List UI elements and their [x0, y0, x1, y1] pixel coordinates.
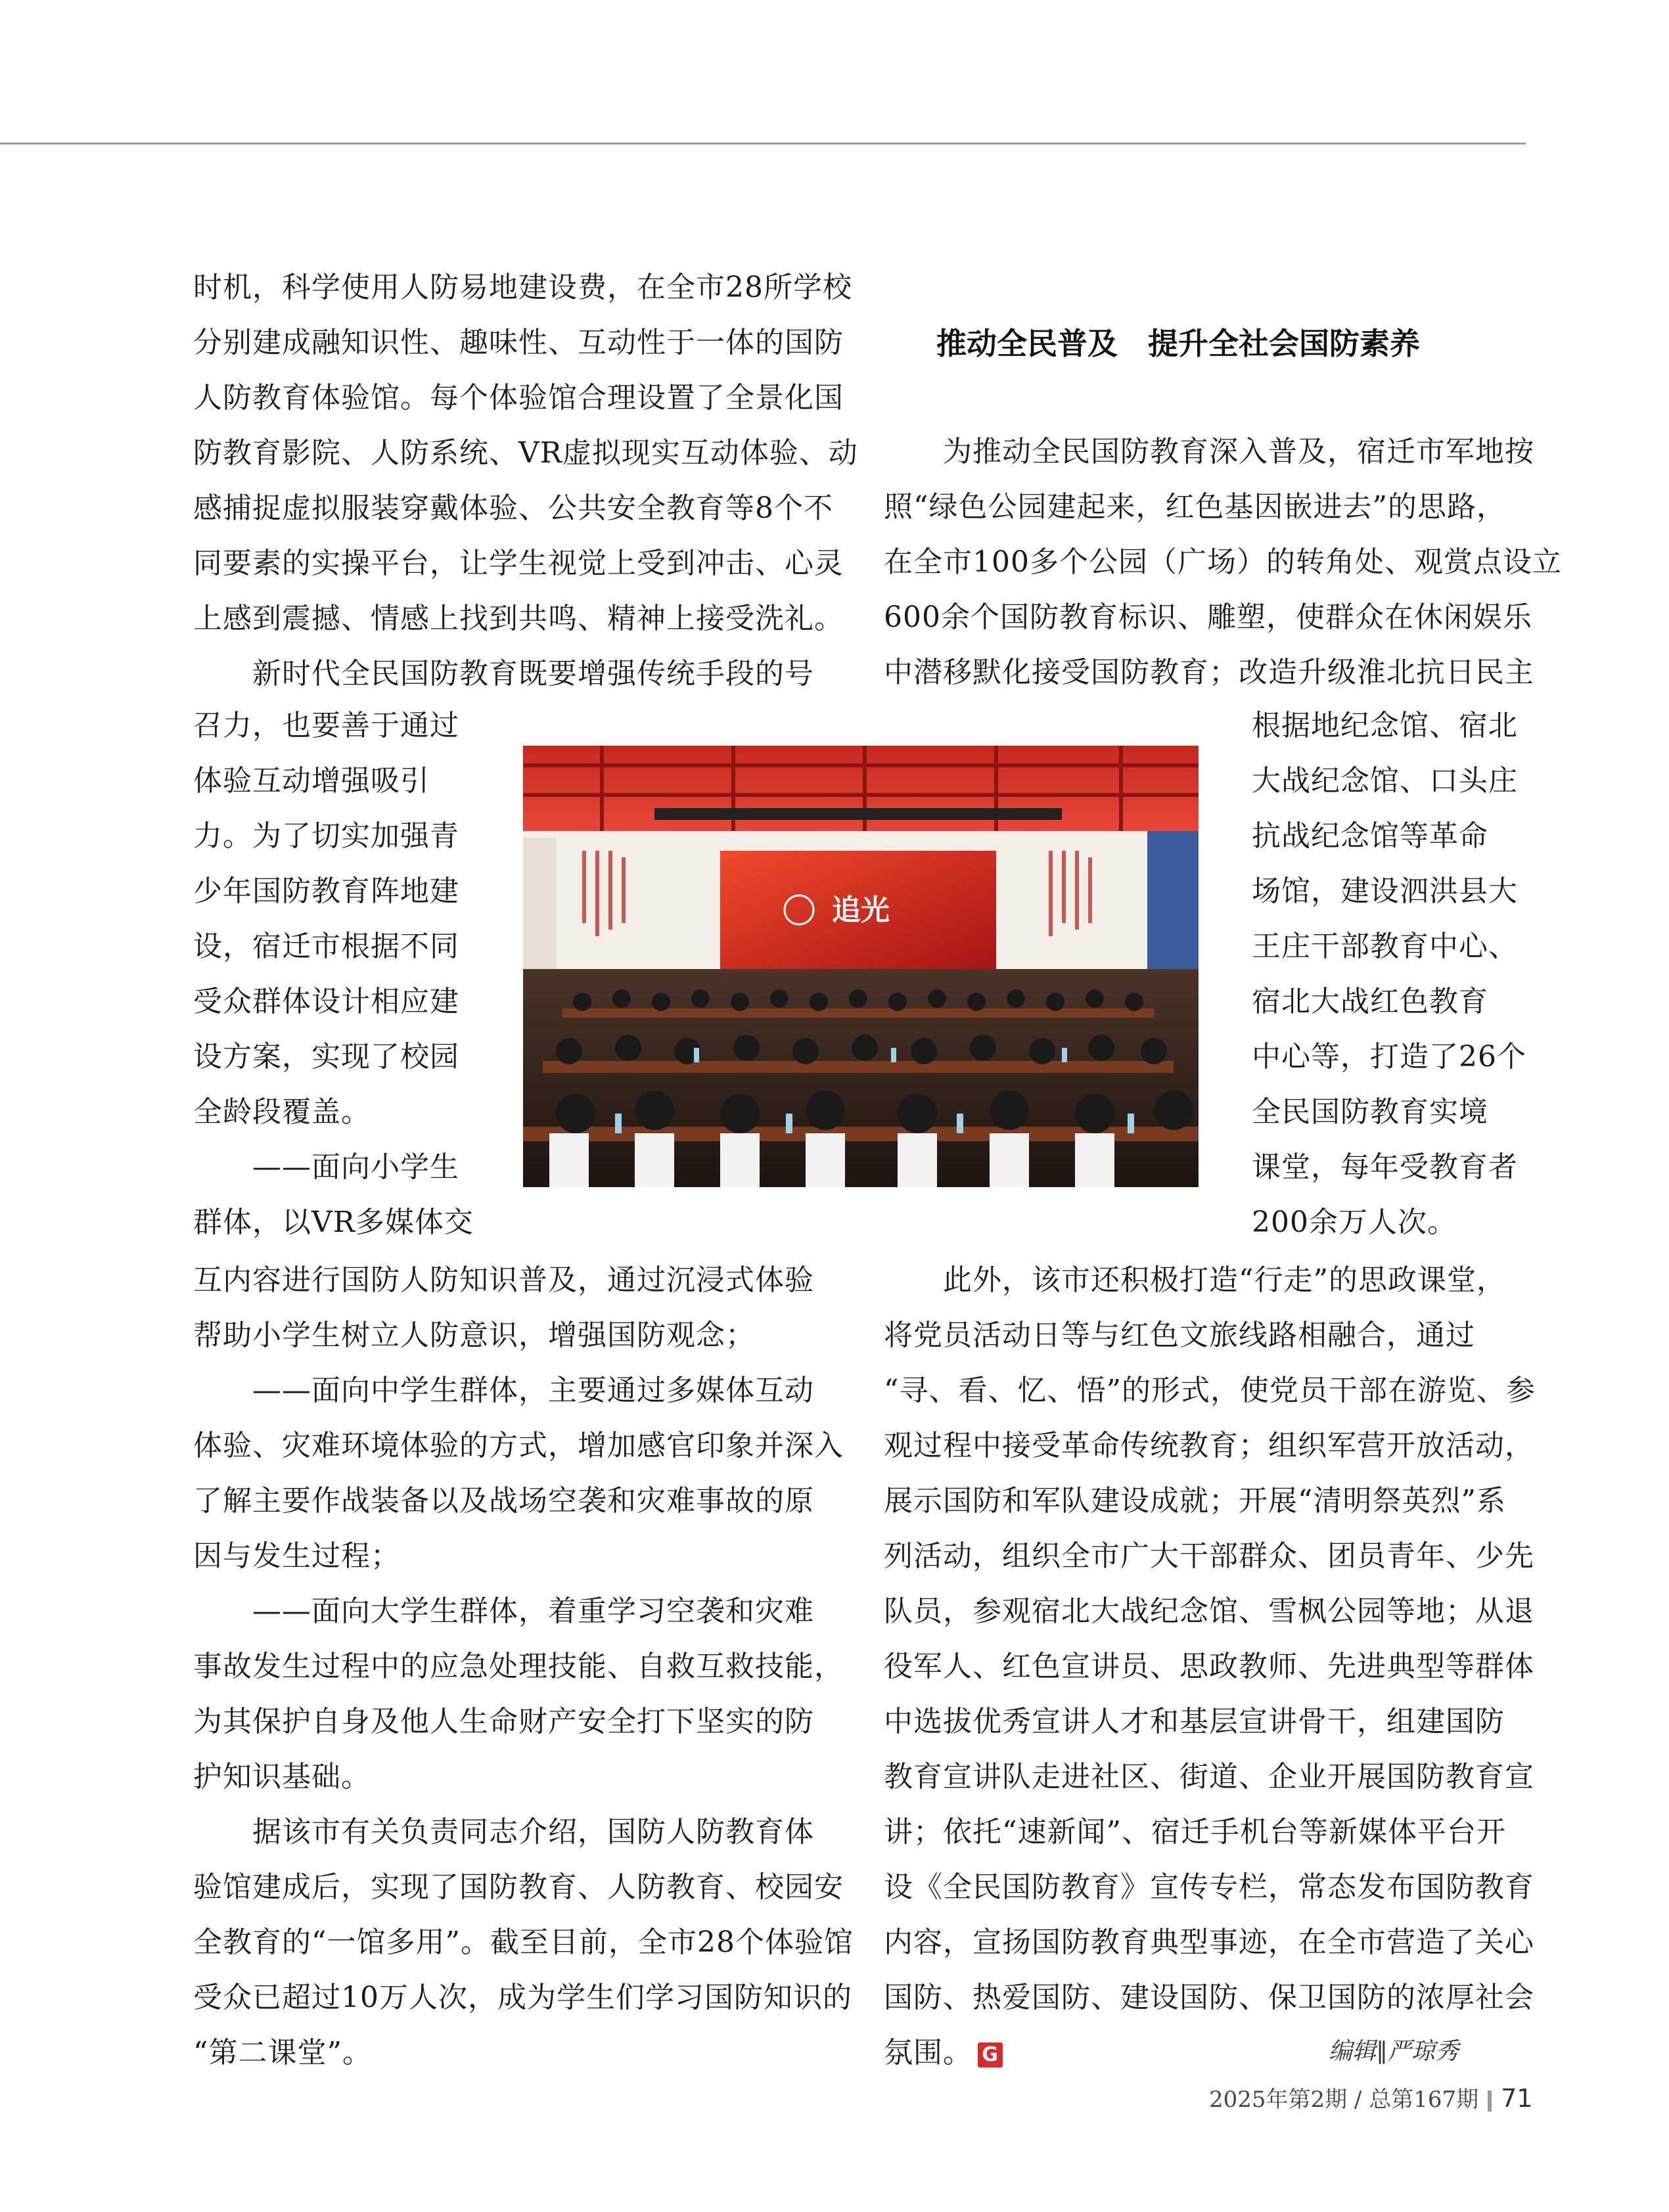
text-line: 役军人、红色宣讲员、思政教师、先进典型等群体 [884, 1650, 1534, 1683]
text-line: 受众群体设计相应建 [193, 985, 459, 1018]
end-mark-icon: G [978, 2043, 1003, 2067]
text-line: 中选拔优秀宣讲人才和基层宣讲骨干，组建国防 [884, 1705, 1505, 1738]
text-line: 召力，也要善于通过 [193, 709, 459, 742]
text-line: 在全市100多个公园（广场）的转角处、观赏点设立 [884, 545, 1562, 579]
text-line: “寻、看、忆、悟”的形式，使党员干部在游览、参 [884, 1374, 1536, 1407]
text-line: 验馆建成后，实现了国防教育、人防教育、校园安 [193, 1870, 844, 1904]
text-line: 中潜移默化接受国防教育；改造升级淮北抗日民主 [884, 656, 1534, 689]
text-line: “第二课堂”。 [193, 2036, 372, 2069]
text-line: 为推动全民国防教育深入普及，宿迁市军地按 [884, 435, 1534, 468]
text-line: 200余万人次。 [1252, 1206, 1457, 1239]
text-line: 宿北大战红色教育 [1252, 985, 1488, 1018]
text-line: 设方案，实现了校园 [193, 1040, 459, 1073]
text-line: 体验、灾难环境体验的方式，增加感官印象并深入 [193, 1429, 844, 1462]
issue-info: 2025年第2期 / 总第167期 [1209, 2087, 1479, 2113]
page-footer [1209, 2081, 1532, 2113]
text-line: 600余个国防教育标识、雕塑，使群众在休闲娱乐 [884, 600, 1532, 634]
text-line: 事故发生过程中的应急处理技能、自救互救技能， [193, 1650, 844, 1683]
text-line: 大战纪念馆、口头庄 [1252, 764, 1518, 798]
text-line: 照“绿色公园建起来，红色基因嵌进去”的思路， [884, 490, 1506, 524]
text-line: 全教育的“一馆多用”。截至目前，全市28个体验馆 [193, 1926, 854, 1959]
text-line: 此外，该市还积极打造“行走”的思政课堂， [884, 1263, 1506, 1297]
text-line: 时机，科学使用人防易地建设费，在全市28所学校 [193, 271, 852, 304]
text-line: 队员，参观宿北大战纪念馆、雪枫公园等地；从退 [884, 1594, 1534, 1628]
text-line: 为其保护自身及他人生命财产安全打下坚实的防 [193, 1705, 814, 1738]
text-line: 设《全民国防教育》宣传专栏，常态发布国防教育 [884, 1870, 1534, 1904]
text-line: 教育宣讲队走进社区、街道、企业开展国防教育宣 [884, 1760, 1534, 1794]
right-wrap-column [1252, 698, 1528, 1248]
text-line: 防教育影院、人防系统、VR虚拟现实互动体验、动 [193, 436, 858, 470]
left-wrap-column [193, 698, 495, 1248]
text-line: 内容，宣扬国防教育典型事迹，在全市营造了关心 [884, 1926, 1534, 1959]
editor-credit: 编辑∥严琼秀 [1329, 2038, 1459, 2065]
text-line: 上感到震撼、情感上找到共鸣、精神上接受洗礼。 [193, 602, 844, 635]
text-line: 观过程中接受革命传统教育；组织军营开放活动， [884, 1429, 1534, 1462]
text-line: 根据地纪念馆、宿北 [1252, 709, 1518, 742]
text-line: 中心等，打造了26个 [1252, 1040, 1526, 1073]
text-line: 护知识基础。 [193, 1760, 371, 1794]
text-line: 了解主要作战装备以及战场空袭和灾难事故的原 [193, 1484, 814, 1518]
text-line: 同要素的实操平台，让学生视觉上受到冲击、心灵 [193, 547, 844, 580]
text-line: 感捕捉虚拟服装穿戴体验、公共安全教育等8个不 [193, 491, 833, 525]
text-line: 据该市有关负责同志介绍，国防人防教育体 [193, 1815, 814, 1849]
text-line: 国防、热爱国防、建设国防、保卫国防的浓厚社会 [884, 1981, 1534, 2014]
text-line: 新时代全民国防教育既要增强传统手段的号 [193, 657, 814, 690]
text-line: 帮助小学生树立人防意识，增强国防观念； [193, 1319, 755, 1352]
text-line: 展示国防和军队建设成就；开展“清明祭英烈”系 [884, 1484, 1506, 1518]
text-line: 受众已超过10万人次，成为学生们学习国防知识的 [193, 1981, 852, 2014]
text-line: 讲；依托“速新闻”、宿迁手机台等新媒体平台开 [884, 1815, 1506, 1849]
text-line: 课堂，每年受教育者 [1252, 1150, 1518, 1184]
text-line: ——面向中学生群体，主要通过多媒体互动 [193, 1374, 814, 1407]
text-line: 全龄段覆盖。 [193, 1095, 371, 1129]
text-line: 分别建成融知识性、趣味性、互动性于一体的国防 [193, 326, 844, 359]
text-line: ——面向小学生 [193, 1150, 459, 1184]
conference-photo [523, 746, 1199, 1187]
text-line: 列活动，组织全市广大干部群众、团员青年、少先 [884, 1539, 1534, 1573]
text-line: 将党员活动日等与红色文旅线路相融合，通过 [884, 1319, 1475, 1352]
text-line: 王庄干部教育中心、 [1252, 930, 1518, 963]
conference-photo-graphic [523, 746, 1199, 1187]
text-line: 体验互动增强吸引 [193, 764, 430, 798]
text-line: 氛围。 G [884, 2025, 1003, 2081]
text-line: 场馆，建设泗洪县大 [1252, 874, 1518, 908]
photo-screen-text: 追光 [832, 893, 890, 927]
text-line: 因与发生过程； [193, 1539, 400, 1573]
text-line: 人防教育体验馆。每个体验馆合理设置了全景化国 [193, 381, 844, 415]
text-line: 全民国防教育实境 [1252, 1095, 1488, 1129]
text-line: 设，宿迁市根据不同 [193, 930, 459, 963]
header-rule [0, 143, 1526, 145]
text-line: 抗战纪念馆等革命 [1252, 819, 1488, 853]
page-number: 71 [1501, 2084, 1533, 2113]
text-line: 少年国防教育阵地建 [193, 874, 459, 908]
footer-divider [1488, 2090, 1492, 2111]
text-line: 群体，以VR多媒体交 [193, 1206, 474, 1239]
text-line: 互内容进行国防人防知识普及，通过沉浸式体验 [193, 1263, 814, 1297]
text-line: 力。为了切实加强青 [193, 819, 459, 853]
text-line: ——面向大学生群体，着重学习空袭和灾难 [193, 1594, 814, 1628]
section-title: 推动全民普及 提升全社会国防素养 [936, 326, 1420, 361]
